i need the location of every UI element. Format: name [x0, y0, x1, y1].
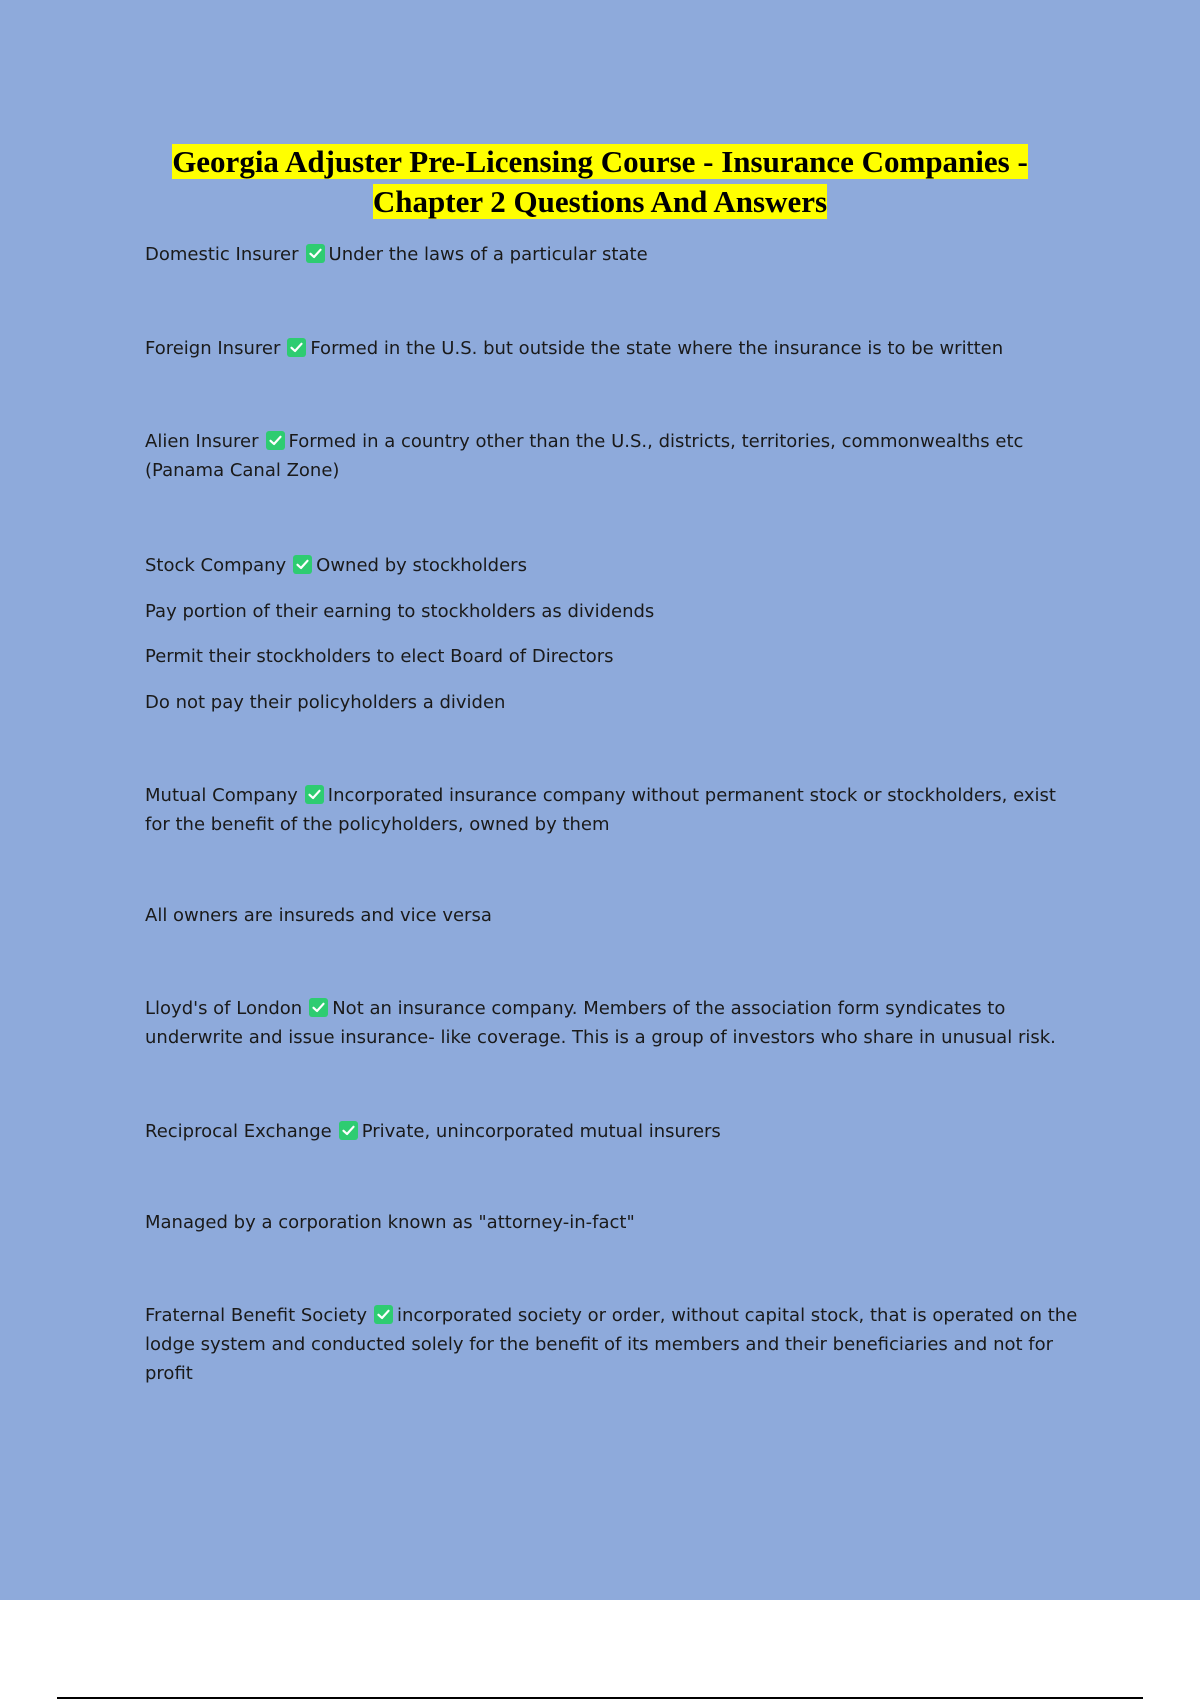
qa-entry-alien-insurer: [145, 427, 1085, 485]
term-label: Foreign Insurer: [145, 338, 281, 359]
term-label: Alien Insurer: [145, 431, 259, 452]
title-line-1: Georgia Adjuster Pre-Licensing Course - Insurance Companies -: [172, 144, 1028, 179]
mutual-company-detail: All owners are insureds and vice versa: [145, 905, 492, 926]
answer-text: incorporated society or order, without capital stock, that is operated on the lodge system and conducted solely for the benefit of its members and their beneficiaries and not for profit: [145, 1305, 1078, 1384]
checkmark-icon: [306, 244, 325, 263]
stock-company-detail: Pay portion of their earning to stockholders as dividends: [145, 601, 655, 622]
title-line-2: Chapter 2 Questions And Answers: [372, 184, 828, 219]
answer-text: Under the laws of a particular state: [328, 244, 648, 265]
qa-entry-stock-company: [145, 551, 1085, 580]
checkmark-icon: [287, 338, 306, 357]
term-label: Reciprocal Exchange: [145, 1121, 332, 1142]
answer-text: Incorporated insurance company without permanent stock or stockholders, exist for the benefit of the policyholders, owned by them: [145, 785, 1056, 835]
qa-entry-lloyds-of-london: [145, 994, 1085, 1052]
term-label: Fraternal Benefit Society: [145, 1305, 367, 1326]
answer-text: Private, unincorporated mutual insurers: [361, 1121, 721, 1142]
answer-text: Formed in a country other than the U.S., districts, territories, commonwealths etc (Panama Canal Zone): [145, 431, 1024, 481]
stock-company-detail: Do not pay their policyholders a dividen: [145, 692, 506, 713]
checkmark-icon: [266, 431, 285, 450]
qa-entry-mutual-company: [145, 781, 1085, 839]
answer-text: Formed in the U.S. but outside the state where the insurance is to be written: [310, 338, 1004, 359]
checkmark-icon: [293, 555, 312, 574]
stock-company-detail: Permit their stockholders to elect Board of Directors: [145, 646, 614, 667]
checkmark-icon: [305, 785, 324, 804]
term-label: Mutual Company: [145, 785, 298, 806]
checkmark-icon: [339, 1121, 358, 1140]
checkmark-icon: [374, 1305, 393, 1324]
qa-entry-fraternal-benefit-society: [145, 1301, 1085, 1388]
qa-entry-domestic-insurer: [145, 240, 1085, 269]
page-title: [100, 142, 1100, 222]
checkmark-icon: [309, 998, 328, 1017]
qa-entry-reciprocal-exchange: [145, 1117, 1085, 1146]
reciprocal-exchange-detail: Managed by a corporation known as "attorney-in-fact": [145, 1212, 635, 1233]
term-label: Lloyd's of London: [145, 998, 303, 1019]
term-label: Stock Company: [145, 555, 287, 576]
footer-rule: [57, 1697, 1143, 1699]
answer-text: Not an insurance company. Members of the association form syndicates to underwrite and issue insurance- like coverage. This is a group of investors who share in unusual risk.: [145, 998, 1056, 1048]
answer-text: Owned by stockholders: [316, 555, 527, 576]
term-label: Domestic Insurer: [145, 244, 299, 265]
qa-entry-foreign-insurer: [145, 334, 1085, 363]
